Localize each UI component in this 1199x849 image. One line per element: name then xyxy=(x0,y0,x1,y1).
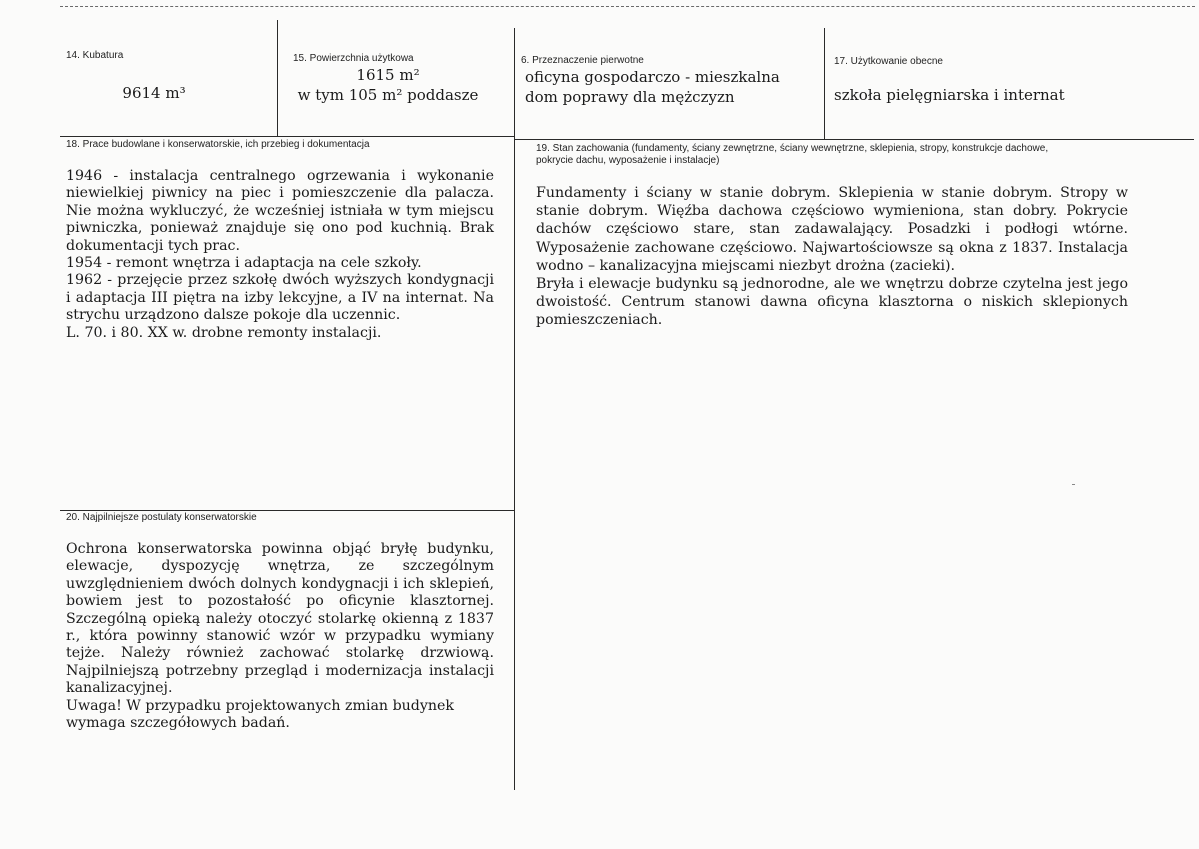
powierzchnia-value-line2: w tym 105 m² poddasze xyxy=(297,86,479,104)
stray-mark xyxy=(1072,484,1075,485)
kubatura-value: 9614 m³ xyxy=(122,84,186,102)
postulaty-text xyxy=(66,541,494,732)
prace-label: 18. Prace budowlane i konserwatorskie, ich przebieg i dokumentacja xyxy=(66,139,370,150)
top-scan-edge xyxy=(60,6,1195,7)
postulaty-label: 20. Najpilniejsze postulaty konserwatorskie xyxy=(66,512,257,523)
przeznaczenie-label: 6. Przeznaczenie pierwotne xyxy=(521,55,644,66)
divider-section-20-top xyxy=(60,510,514,511)
prace-paragraph-1962: 1962 - przejęcie przez szkołę dwóch wyższych kondygnacji i adaptacja III piętra na izby lekcyjne, a IV na internat. Na strychu urządzono dalsze pokoje dla uczennic. xyxy=(66,272,494,324)
divider-col-1 xyxy=(277,20,278,137)
powierzchnia-label: 15. Powierzchnia użytkowa xyxy=(293,53,414,64)
przeznaczenie-value-line2: dom poprawy dla mężczyzn xyxy=(525,88,735,106)
prace-text xyxy=(66,168,494,342)
stan-label-line1: 19. Stan zachowania (fundamenty, ściany zewnętrzne, ściany wewnętrzne, sklepienia, stropy, konstrukcje dachowe, xyxy=(536,143,1049,154)
stan-paragraph-konstrukcja: Fundamenty i ściany w stanie dobrym. Sklepienia w stanie dobrym. Stropy w stanie dobrym. Więźba dachowa częściowo wymieniona, stan dobry. Pokrycie dachów częściowo stare, stan zadawalający. Posadzki i podłogi wtórne. Wyposażenie zachowane częściowo. Najwartościowsze są okna z 1837. Instalacja wodno – kanalizacyjna miejscami niezbyt drożna (zacieki). xyxy=(536,185,1128,274)
divider-top-row-bottom xyxy=(60,136,514,137)
divider-col-2 xyxy=(514,28,515,790)
uzytkowanie-label: 17. Użytkowanie obecne xyxy=(834,56,943,67)
stan-text xyxy=(536,184,1128,330)
postulaty-paragraph-uwaga: Uwaga! W przypadku projektowanych zmian budynek wymaga szczegółowych badań. xyxy=(66,697,455,732)
prace-paragraph-1946: 1946 - instalacja centralnego ogrzewania i wykonanie niewielkiej piwnicy na piec i pomieszczenie dla palacza. Nie można wykluczyć, że wcześniej istniała w tym miejscu piwniczka, ponieważ znajduje się ono pod kuchnią. Brak dokumentacji tych prac. xyxy=(66,168,494,254)
uzytkowanie-value: szkoła pielęgniarska i internat xyxy=(834,86,1065,104)
postulaty-paragraph-ochrona: Ochrona konserwatorska powinna objąć bryłę budynku, elewacje, dyspozycję wnętrza, ze szczególnym uwzględnieniem dwóch dolnych kondygnacji i ich sklepień, bowiem jest to pozostałość po oficynie klasztornej. Szczególną opieką należy otoczyć stolarkę okienną z 1837 r., która powinny stanowić wzór w przypadku wymiany tejże. Należy również zachować stolarkę drzwiową. Najpilniejszą potrzebny przegląd i modernizacja instalacji kanalizacyjnej. xyxy=(66,541,494,697)
prace-paragraph-1954: 1954 - remont wnętrza i adaptacja na cele szkoły. xyxy=(66,255,422,272)
divider-top-row-bottom-right xyxy=(514,139,1194,140)
kubatura-label: 14. Kubatura xyxy=(66,50,124,61)
powierzchnia-value-line1: 1615 m² xyxy=(356,66,420,84)
stan-label-line2: pokrycie dachu, wyposażenie i instalacje) xyxy=(536,155,720,166)
divider-col-3 xyxy=(824,28,825,140)
stan-paragraph-bryla: Bryła i elewacje budynku są jednorodne, ale we wnętrzu dobrze czytelna jest jego dwoistość. Centrum stanowi dawna oficyna klasztorna o niskich sklepionych pomieszczeniach. xyxy=(536,276,1128,329)
przeznaczenie-value-line1: oficyna gospodarczo - mieszkalna xyxy=(525,68,780,86)
prace-paragraph-remonty: L. 70. i 80. XX w. drobne remonty instalacji. xyxy=(66,324,382,341)
